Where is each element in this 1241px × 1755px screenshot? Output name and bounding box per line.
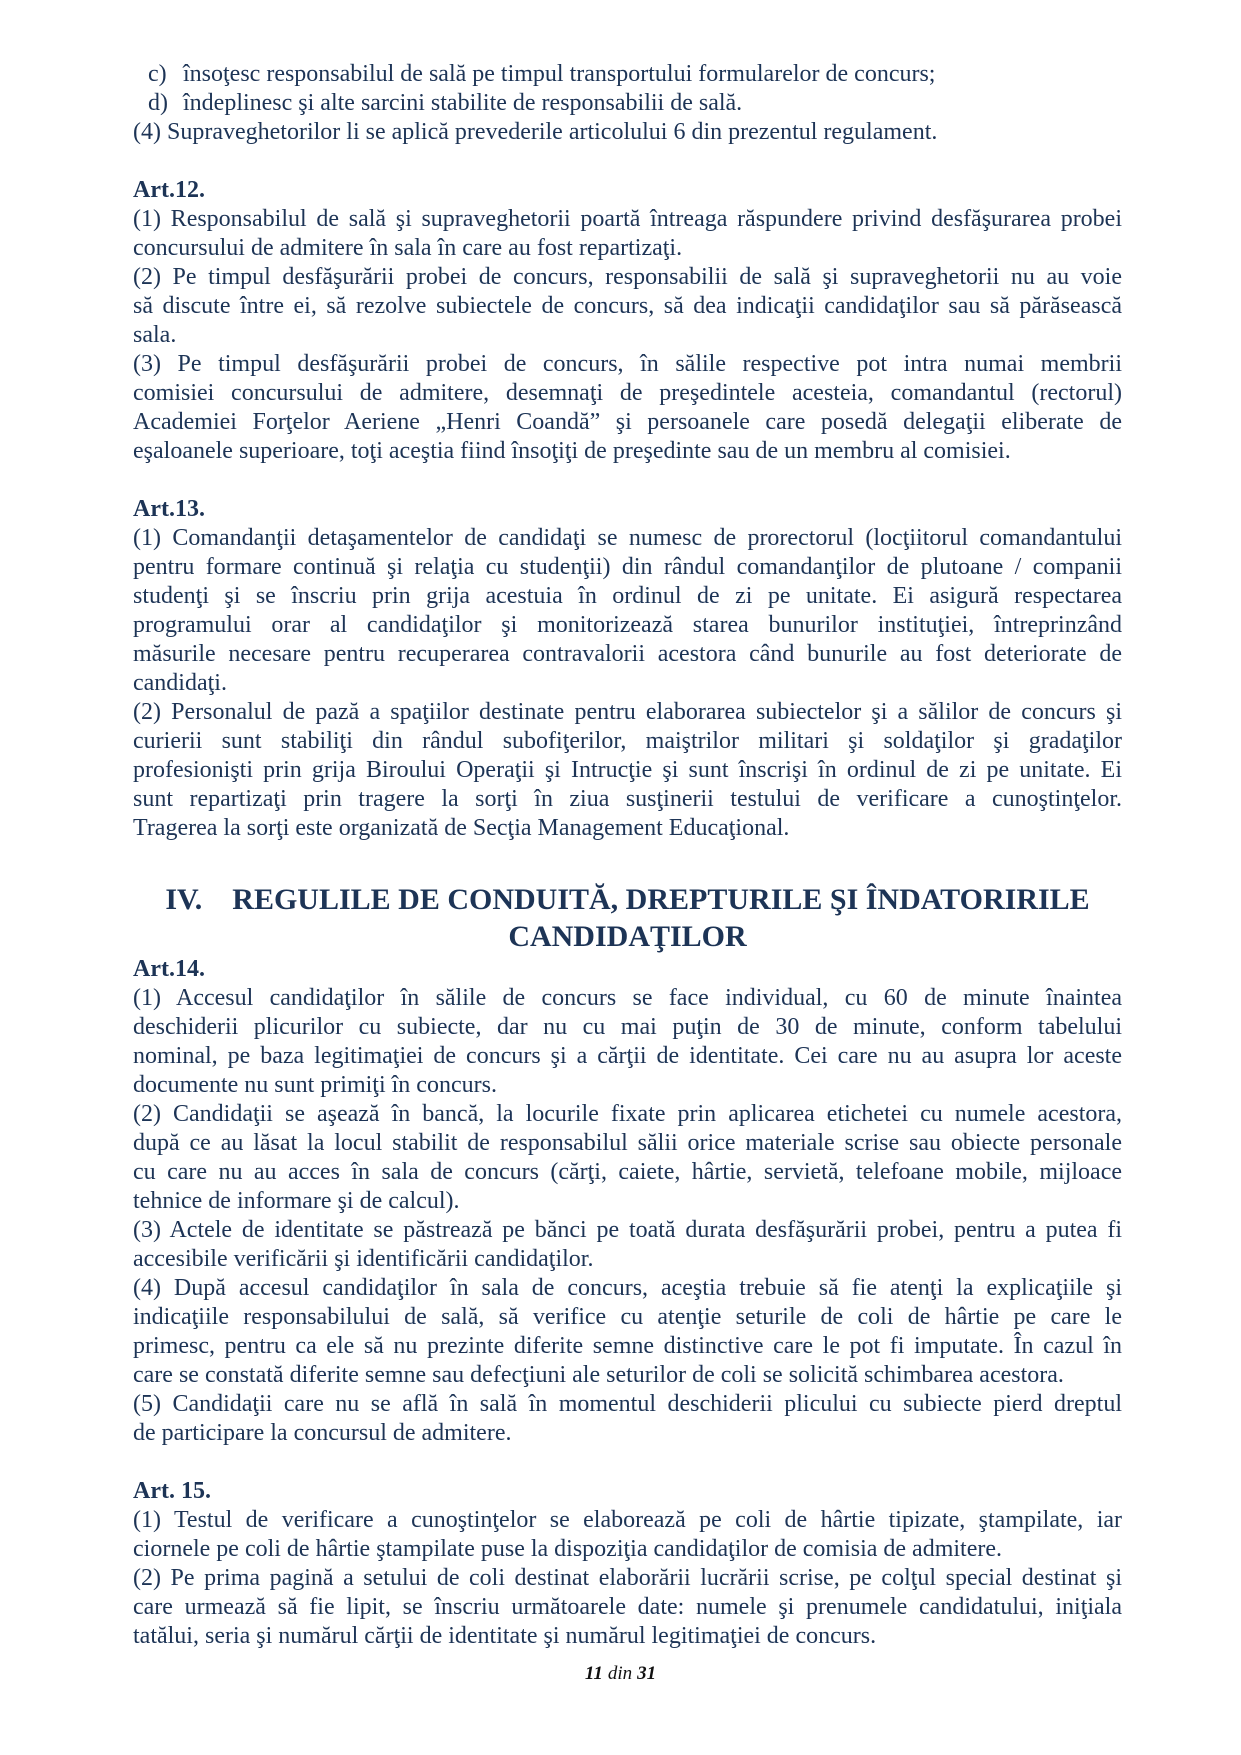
article-heading: Art.12. — [133, 177, 205, 203]
paragraph-line: după ce au lăsat la locul stabilit de responsabilul sălii orice materiale scrise sau obiecte personale — [133, 1130, 1122, 1156]
paragraph-line: ciornele pe coli de hârtie ştampilate puse la dispoziţia candidaţilor de comisia de admitere. — [133, 1536, 1003, 1562]
paragraph-line: (5) Candidaţii care nu se află în sală în momentul deschiderii plicului cu subiecte pierd dreptul — [133, 1391, 1122, 1417]
paragraph-line: pentru formare continuă şi relaţia cu studenţii) din rândul comandanţilor de plutoane / companii — [133, 554, 1122, 580]
paragraph-line: (2) Candidaţii se aşează în bancă, la locurile fixate prin aplicarea etichetei cu numele acestora, — [133, 1101, 1122, 1127]
article-heading: Art. 15. — [133, 1478, 211, 1504]
paragraph-line: sala. — [133, 322, 177, 348]
paragraph-line: concursului de admitere în sala în care au fost repartizaţi. — [133, 235, 683, 261]
paragraph-line: (1) Comandanţii detaşamentelor de candidaţi se numesc de prorectorul (locţiitorul comandantului — [133, 525, 1122, 551]
blank-line — [133, 466, 1122, 495]
list-item-text: îndeplinesc şi alte sarcini stabilite de responsabilii de sală. — [183, 90, 743, 116]
page-number: 11 — [584, 1663, 603, 1684]
list-item-marker: c) — [148, 61, 167, 87]
paragraph-line: (2) Personalul de pază a spaţiilor destinate pentru elaborarea subiectelor şi a sălilor de concurs şi — [133, 699, 1122, 725]
list-item — [133, 60, 1122, 89]
section-heading — [133, 881, 1122, 955]
paragraph-line: cu care nu au acces în sala de concurs (cărţi, caiete, hârtie, servietă, telefoane mobile, mijloace — [133, 1159, 1122, 1185]
paragraph-line: sunt repartizaţi prin tragere la sorţi în ziua susţinerii testului de verificare a cunoştinţelor. — [133, 786, 1122, 812]
paragraph-line: (3) Actele de identitate se păstrează pe bănci pe toată durata desfăşurării probei, pentru a putea fi — [133, 1217, 1122, 1243]
paragraph — [133, 698, 1122, 843]
list-item — [133, 89, 1122, 118]
list-item-marker: d) — [148, 90, 168, 116]
page-number-separator: din — [607, 1663, 633, 1684]
section-heading-line: IV. REGULILE DE CONDUITĂ, DREPTURILE ŞI ÎNDATORIRILE — [165, 883, 1090, 916]
paragraph-line: (4) Supraveghetorilor li se aplică prevederile articolului 6 din prezentul regulament. — [133, 119, 938, 145]
paragraph — [133, 524, 1122, 698]
paragraph-line: să discute între ei, să rezolve subiectele de concurs, să dea indicaţii candidaţilor sau să părăsească — [133, 293, 1122, 319]
document-content — [133, 60, 1122, 1651]
paragraph-line: Academiei Forţelor Aeriene „Henri Coandă” şi persoanele care posedă delegaţii eliberate de — [133, 409, 1122, 435]
paragraph-line: studenţi şi se înscriu prin grija acestuia în ordinul de zi pe unitate. Ei asigură respectarea — [133, 583, 1122, 609]
list-item-text: însoţesc responsabilul de sală pe timpul transportului formularelor de concurs; — [183, 61, 936, 87]
paragraph — [133, 1390, 1122, 1448]
paragraph-line: care urmează să fie lipit, se înscriu următoarele date: numele şi prenumele candidatului, iniţiala — [133, 1594, 1122, 1620]
paragraph-line: tehnice de informare şi de calcul). — [133, 1188, 460, 1214]
paragraph-line: (2) Pe timpul desfăşurării probei de concurs, responsabilii de sală şi supraveghetorii nu au voie — [133, 264, 1122, 290]
paragraph-line: deschiderii plicurilor cu subiecte, dar nu cu mai puţin de 30 de minute, conform tabelului — [133, 1014, 1122, 1040]
paragraph — [133, 1100, 1122, 1216]
paragraph-line: programului orar al candidaţilor şi monitorizează starea bunurilor instituţiei, întreprinzând — [133, 612, 1122, 638]
paragraph-line: de participare la concursul de admitere. — [133, 1420, 512, 1446]
paragraph-line: tatălui, seria şi numărul cărţii de identitate şi numărul legitimaţiei de concurs. — [133, 1623, 877, 1649]
paragraph-line: eşaloanele superioare, toţi aceştia fiind însoţiţi de preşedinte sau de un membru al comisiei. — [133, 438, 1011, 464]
blank-line — [133, 1448, 1122, 1477]
paragraph-line: (1) Responsabilul de sală şi supraveghetorii poartă întreaga răspundere privind desfăşurarea probei — [133, 206, 1122, 232]
paragraph-line: profesionişti prin grija Biroului Operaţii şi Intrucţie şi sunt înscrişi în ordinul de zi pe unitate. Ei — [133, 757, 1122, 783]
paragraph — [133, 1506, 1122, 1564]
paragraph-line: documente nu sunt primiţi în concurs. — [133, 1072, 497, 1098]
paragraph — [133, 984, 1122, 1100]
paragraph-line: (1) Testul de verificare a cunoştinţelor se elaborează pe coli de hârtie tipizate, ştampilate, iar — [133, 1507, 1122, 1533]
paragraph — [133, 350, 1122, 466]
paragraph — [133, 1216, 1122, 1274]
article-heading: Art.14. — [133, 956, 205, 982]
paragraph-line: indicaţiile responsabilului de sală, să verifice cu atenţie seturile de coli de hârtie pe care le — [133, 1304, 1122, 1330]
paragraph-line: (4) După accesul candidaţilor în sala de concurs, aceştia trebuie să fie atenţi la explicaţiile şi — [133, 1275, 1122, 1301]
paragraph — [133, 205, 1122, 263]
paragraph-line: nominal, pe baza legitimaţiei de concurs şi a cărţii de identitate. Cei care nu au asupra lor aceste — [133, 1043, 1122, 1069]
paragraph — [133, 1564, 1122, 1651]
page-footer — [0, 1662, 1241, 1685]
paragraph-line: care se constată diferite semne sau defecţiuni ale seturilor de coli se solicită schimbarea acestora. — [133, 1362, 1064, 1388]
paragraph-line: curierii sunt stabiliţi din rândul subofiţerilor, maiştrilor militari şi soldaţilor şi gradaţilor — [133, 728, 1122, 754]
paragraph — [133, 1274, 1122, 1390]
blank-line — [133, 147, 1122, 176]
paragraph-line: măsurile necesare pentru recuperarea contravalorii acestora când bunurile au fost deteriorate de — [133, 641, 1122, 667]
page-total: 31 — [637, 1663, 657, 1684]
paragraph-line: primesc, pentru ca ele să nu prezinte diferite semne distinctive care le pot fi imputate. În cazul în — [133, 1333, 1122, 1359]
paragraph-line: candidaţi. — [133, 670, 227, 696]
section-heading-line: CANDIDAŢILOR — [508, 920, 747, 953]
paragraph — [133, 118, 1122, 147]
paragraph-line: (3) Pe timpul desfăşurării probei de concurs, în sălile respective pot intra numai membrii — [133, 351, 1122, 377]
paragraph-line: comisiei concursului de admitere, desemnaţi de preşedintele acesteia, comandantul (rectorul) — [133, 380, 1122, 406]
paragraph-line: accesibile verificării şi identificării candidaţilor. — [133, 1246, 594, 1272]
paragraph-line: Tragerea la sorţi este organizată de Secţia Management Educaţional. — [133, 815, 790, 841]
paragraph-line: (1) Accesul candidaţilor în sălile de concurs se face individual, cu 60 de minute înaintea — [133, 985, 1122, 1011]
paragraph-line: (2) Pe prima pagină a setului de coli destinat elaborării lucrării scrise, pe colţul special destinat şi — [133, 1565, 1122, 1591]
article-heading: Art.13. — [133, 496, 205, 522]
paragraph — [133, 263, 1122, 350]
